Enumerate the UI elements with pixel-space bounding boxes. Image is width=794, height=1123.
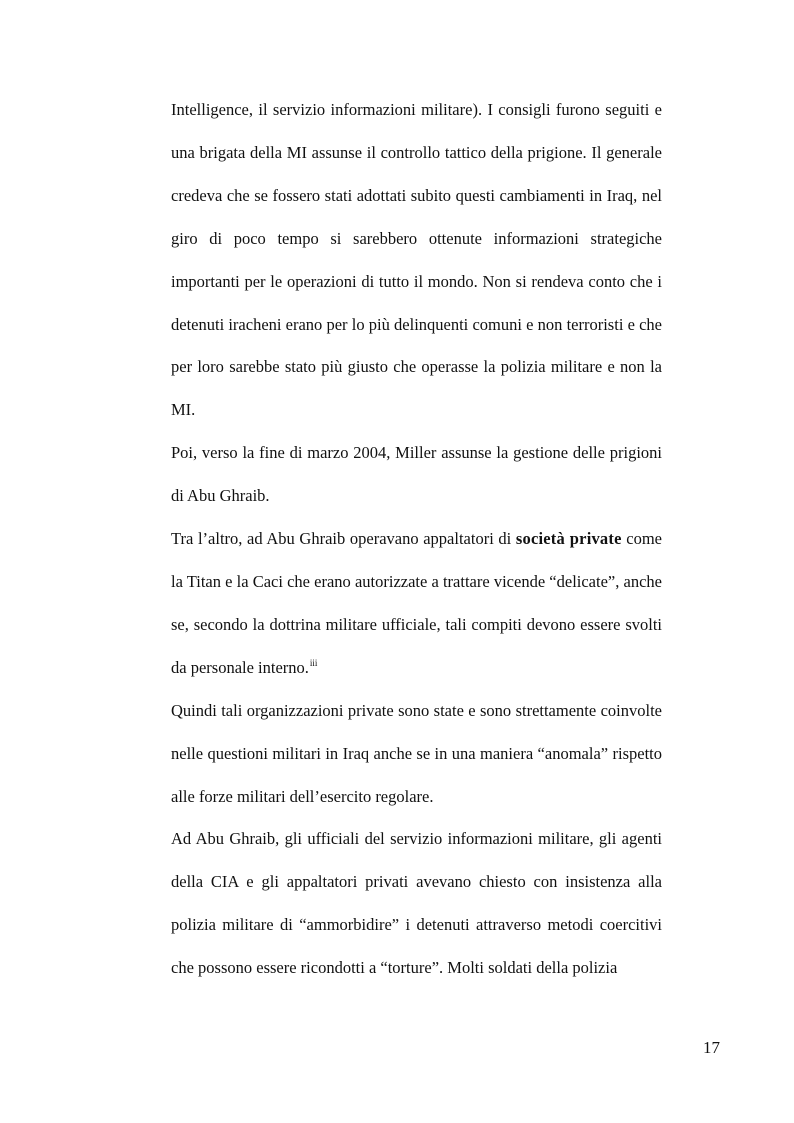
bold-phrase: società private (515, 529, 622, 549)
paragraph-3 (171, 518, 662, 690)
footnote-reference: iii (309, 657, 318, 668)
page-number: 17 (703, 1038, 720, 1057)
paragraph-1: Intelligence, il servizio informazioni militare). I consigli furono seguiti e una brigata della MI assunse il controllo tattico della prigione. Il generale credeva che se fossero stati adottati subito questi cambiamenti in Iraq, nel giro di poco tempo si sarebbero ottenute informazioni strategiche importanti per le operazioni di tutto il mondo. Non si rendeva conto che i detenuti iracheni erano per lo più delinquenti comuni e non terroristi e che per loro sarebbe stato più giusto che operasse la polizia militare e non la MI. (171, 100, 662, 420)
paragraph-3-rest: come la Titan e la Caci che erano autorizzate a trattare vicende “delicate”, anche se, secondo la dottrina militare ufficiale, tali compiti devono essere svolti da personale interno. (171, 529, 662, 677)
paragraph-5: Ad Abu Ghraib, gli ufficiali del servizio informazioni militare, gli agenti della CIA e gli appaltatori privati avevano chiesto con insistenza alla polizia militare di “ammorbidire” i detenuti attraverso metodi coercitivi che possono essere ricondotti a “torture”. Molti soldati della polizia (171, 829, 662, 978)
body-text (171, 89, 662, 990)
paragraph-2: Poi, verso la fine di marzo 2004, Miller assunse la gestione delle prigioni di Abu Ghraib. (171, 443, 662, 506)
paragraph-3-lead: Tra l’altro, ad Abu Ghraib operavano appaltatori di (171, 529, 516, 549)
paragraph-4: Quindi tali organizzazioni private sono state e sono strettamente coinvolte nelle questioni militari in Iraq anche se in una maniera “anomala” rispetto alle forze militari dell’esercito regolare. (171, 700, 662, 806)
